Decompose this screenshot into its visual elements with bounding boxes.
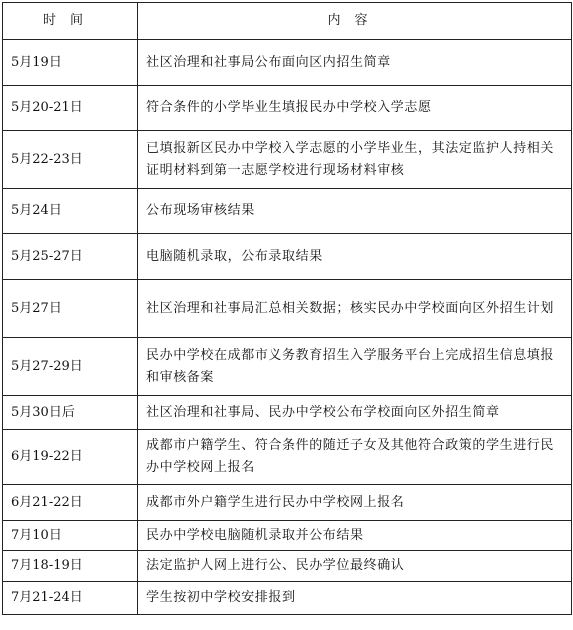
row-content: 法定监护人网上进行公、民办学位最终确认 [138, 551, 572, 582]
table-row [3, 131, 572, 189]
row-time: 5月25-27日 [3, 234, 138, 280]
enrollment-schedule-table [2, 2, 572, 615]
table-row [3, 582, 572, 615]
row-time: 6月19-22日 [3, 430, 138, 485]
row-time: 5月19日 [3, 40, 138, 86]
table-row [3, 551, 572, 582]
row-time: 6月21-22日 [3, 485, 138, 521]
table-row [3, 280, 572, 338]
row-content: 成都市外户籍学生进行民办中学校网上报名 [138, 485, 572, 521]
header-row [3, 3, 572, 40]
row-content: 学生按初中学校安排报到 [138, 582, 572, 615]
row-time: 5月22-23日 [3, 131, 138, 189]
row-content: 社区治理和社事局汇总相关数据；核实民办中学校面向区外招生计划 [138, 280, 572, 338]
row-time: 5月24日 [3, 189, 138, 234]
row-time: 7月21-24日 [3, 582, 138, 615]
table-row [3, 521, 572, 551]
row-content: 社区治理和社事局、民办中学校公布学校面向区外招生简章 [138, 396, 572, 430]
row-time: 5月30日后 [3, 396, 138, 430]
row-content: 民办中学校在成都市义务教育招生入学服务平台上完成招生信息填报和审核备案 [138, 338, 572, 396]
row-content: 公布现场审核结果 [138, 189, 572, 234]
table-row [3, 430, 572, 485]
row-content: 符合条件的小学毕业生填报民办中学校入学志愿 [138, 86, 572, 131]
header-time: 时间 [3, 3, 138, 40]
row-content: 电脑随机录取，公布录取结果 [138, 234, 572, 280]
row-content: 民办中学校电脑随机录取并公布结果 [138, 521, 572, 551]
row-content: 成都市户籍学生、符合条件的随迁子女及其他符合政策的学生进行民办中学校网上报名 [138, 430, 572, 485]
row-time: 5月27日 [3, 280, 138, 338]
row-content: 社区治理和社事局公布面向区内招生简章 [138, 40, 572, 86]
table-row [3, 40, 572, 86]
header-content: 内容 [138, 3, 572, 40]
row-time: 5月20-21日 [3, 86, 138, 131]
table-row [3, 338, 572, 396]
row-content: 已填报新区民办中学校入学志愿的小学毕业生，其法定监护人持相关证明材料到第一志愿学校进行现场材料审核 [138, 131, 572, 189]
table-row [3, 396, 572, 430]
row-time: 7月18-19日 [3, 551, 138, 582]
table-row [3, 485, 572, 521]
row-time: 7月10日 [3, 521, 138, 551]
table-row [3, 234, 572, 280]
table-row [3, 86, 572, 131]
table-row [3, 189, 572, 234]
row-time: 5月27-29日 [3, 338, 138, 396]
